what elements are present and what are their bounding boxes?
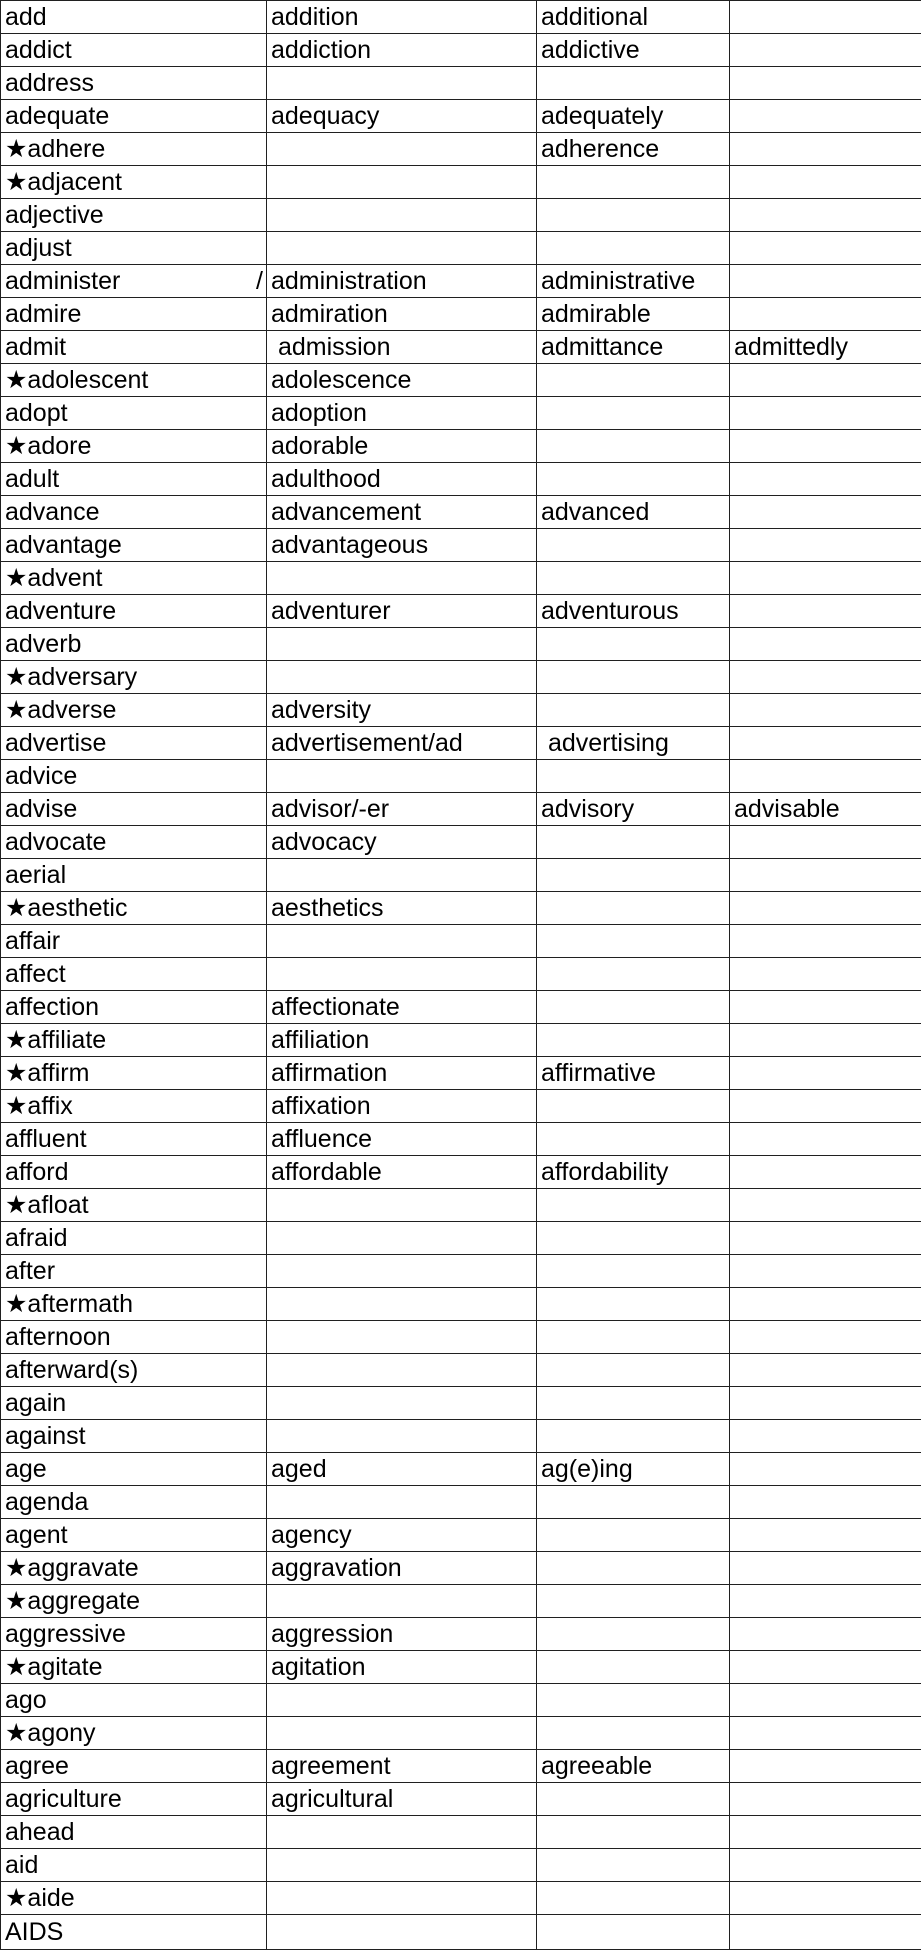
word-cell-col-2: advisor/-er (267, 793, 537, 826)
word-cell-col-3 (537, 1684, 730, 1717)
word-cell-col-3 (537, 1354, 730, 1387)
table-row (1, 1189, 921, 1222)
word-cell-col-3: ag(e)ing (537, 1453, 730, 1486)
word-cell-col-3: additional (537, 1, 730, 34)
word-cell-col-2: administration (267, 265, 537, 298)
word-cell-col-3 (537, 199, 730, 232)
table-row (1, 562, 921, 595)
word-cell-col-3: affordability (537, 1156, 730, 1189)
word-cell-col-2 (267, 760, 537, 793)
word-cell-col-3 (537, 1849, 730, 1882)
word-cell-col-4: advisable (730, 793, 921, 826)
word-cell-col-4 (730, 859, 921, 892)
word-cell-col-4 (730, 34, 921, 67)
word-cell-col-2 (267, 199, 537, 232)
word-cell-col-1: adult (1, 463, 267, 496)
word-cell-col-2: affiliation (267, 1024, 537, 1057)
word-cell-col-2 (267, 232, 537, 265)
word-cell-col-1: address (1, 67, 267, 100)
table-row (1, 1849, 921, 1882)
word-cell-col-3 (537, 397, 730, 430)
word-cell-col-1: affluent (1, 1123, 267, 1156)
word-cell-col-3 (537, 1915, 730, 1950)
word-cell-col-4 (730, 1453, 921, 1486)
table-row (1, 298, 921, 331)
word-cell-col-3 (537, 1882, 730, 1915)
word-cell-col-3: affirmative (537, 1057, 730, 1090)
word-cell-col-4 (730, 1057, 921, 1090)
table-row (1, 1321, 921, 1354)
word-cell-col-4 (730, 529, 921, 562)
table-row (1, 1618, 921, 1651)
word-cell-col-4 (730, 1486, 921, 1519)
word-cell-col-3 (537, 628, 730, 661)
word-cell-col-4 (730, 1288, 921, 1321)
word-cell-col-1: ★aftermath (1, 1288, 267, 1321)
word-cell-col-4 (730, 1387, 921, 1420)
word-cell-col-3: adventurous (537, 595, 730, 628)
word-cell-col-1: ★adolescent (1, 364, 267, 397)
word-cell-col-3: addictive (537, 34, 730, 67)
word-cell-col-4 (730, 1882, 921, 1915)
word-cell-col-3 (537, 1420, 730, 1453)
word-cell-col-4 (730, 661, 921, 694)
word-cell-col-2 (267, 166, 537, 199)
word-cell-col-3 (537, 562, 730, 595)
word-cell-col-3 (537, 991, 730, 1024)
word-cell-col-2: affluence (267, 1123, 537, 1156)
table-row (1, 892, 921, 925)
word-cell-col-1: agenda (1, 1486, 267, 1519)
word-cell-col-4 (730, 430, 921, 463)
word-cell-col-2 (267, 1882, 537, 1915)
word-cell-col-4 (730, 232, 921, 265)
word-cell-col-3 (537, 430, 730, 463)
word-cell-col-4 (730, 694, 921, 727)
table-row (1, 1915, 921, 1950)
word-cell-col-3 (537, 1552, 730, 1585)
word-cell-col-1: advise (1, 793, 267, 826)
word-cell-col-3: administrative (537, 265, 730, 298)
table-row (1, 1354, 921, 1387)
word-cell-col-4 (730, 1189, 921, 1222)
table-row (1, 397, 921, 430)
word-cell-col-1: against (1, 1420, 267, 1453)
word-cell-col-1: agent (1, 1519, 267, 1552)
word-cell-col-3 (537, 364, 730, 397)
word-cell-col-3 (537, 1486, 730, 1519)
word-cell-col-2 (267, 1321, 537, 1354)
word-cell-col-2 (267, 67, 537, 100)
word-cell-col-2: affordable (267, 1156, 537, 1189)
word-cell-col-2: advantageous (267, 529, 537, 562)
word-cell-col-1: ★aide (1, 1882, 267, 1915)
word-cell-col-3 (537, 1816, 730, 1849)
word-cell-col-2 (267, 133, 537, 166)
word-cell-col-4 (730, 1717, 921, 1750)
word-cell-col-3: admittance (537, 331, 730, 364)
word-cell-col-2 (267, 1486, 537, 1519)
word-cell-col-1: admit (1, 331, 267, 364)
word-cell-col-2 (267, 1816, 537, 1849)
word-cell-col-2: aggravation (267, 1552, 537, 1585)
table-row (1, 100, 921, 133)
word-cell-col-3: advertising (537, 727, 730, 760)
word-cell-col-2: admission (267, 331, 537, 364)
word-cell-col-3 (537, 925, 730, 958)
table-row (1, 1816, 921, 1849)
word-cell-col-2: adorable (267, 430, 537, 463)
word-cell-col-4 (730, 496, 921, 529)
word-cell-col-2 (267, 859, 537, 892)
word-cell-col-4 (730, 1123, 921, 1156)
table-row (1, 1420, 921, 1453)
slash-mark: / (256, 265, 263, 297)
word-cell-col-3 (537, 826, 730, 859)
word-cell-col-4 (730, 562, 921, 595)
word-cell-col-3 (537, 1783, 730, 1816)
word-cell-col-4 (730, 958, 921, 991)
word-cell-col-1: affect (1, 958, 267, 991)
word-cell-col-1: advocate (1, 826, 267, 859)
word-cell-col-3 (537, 1024, 730, 1057)
table-row (1, 1, 921, 34)
word-cell-col-1: agree (1, 1750, 267, 1783)
table-row (1, 232, 921, 265)
table-row (1, 826, 921, 859)
table-row (1, 1717, 921, 1750)
word-cell-col-1: ★agitate (1, 1651, 267, 1684)
word-cell-col-2: agricultural (267, 1783, 537, 1816)
word-cell-col-3 (537, 694, 730, 727)
word-cell-col-3 (537, 661, 730, 694)
word-cell-col-4 (730, 298, 921, 331)
word-cell-col-4 (730, 463, 921, 496)
word-cell-col-3 (537, 232, 730, 265)
word-cell-col-2: admiration (267, 298, 537, 331)
word-cell-col-1: ★adjacent (1, 166, 267, 199)
table-row (1, 265, 921, 298)
word-cell-col-2: adversity (267, 694, 537, 727)
word-cell-col-2: adolescence (267, 364, 537, 397)
word-cell-col-4 (730, 1684, 921, 1717)
table-row (1, 661, 921, 694)
word-cell-col-1: ★affirm (1, 1057, 267, 1090)
table-row (1, 1453, 921, 1486)
word-cell-col-1: ★afloat (1, 1189, 267, 1222)
word-cell-col-2 (267, 1189, 537, 1222)
word-cell-col-3 (537, 166, 730, 199)
word-cell-col-1: ★adore (1, 430, 267, 463)
table-row (1, 760, 921, 793)
word-cell-col-1: ★adverse (1, 694, 267, 727)
word-cell-col-3 (537, 1585, 730, 1618)
word-cell-col-1: ★advent (1, 562, 267, 595)
table-row (1, 34, 921, 67)
word-cell-col-2: addition (267, 1, 537, 34)
table-row (1, 463, 921, 496)
word-cell-col-3 (537, 859, 730, 892)
table-row (1, 1024, 921, 1057)
table-row (1, 1057, 921, 1090)
word-cell-col-2 (267, 925, 537, 958)
word-cell-col-4 (730, 1585, 921, 1618)
word-cell-col-2: affixation (267, 1090, 537, 1123)
table-row (1, 1123, 921, 1156)
word-cell-col-4 (730, 925, 921, 958)
word-cell-col-4 (730, 364, 921, 397)
word-cell-col-2 (267, 562, 537, 595)
word-cell-col-3 (537, 1123, 730, 1156)
word-cell-col-1: afterward(s) (1, 1354, 267, 1387)
word-cell-col-3 (537, 1189, 730, 1222)
word-cell-col-4 (730, 1552, 921, 1585)
table-row (1, 1519, 921, 1552)
word-cell-col-3 (537, 958, 730, 991)
word-cell-col-2: advocacy (267, 826, 537, 859)
table-row (1, 628, 921, 661)
word-cell-col-2: agitation (267, 1651, 537, 1684)
table-row (1, 1552, 921, 1585)
table-row (1, 67, 921, 100)
word-cell-col-4 (730, 166, 921, 199)
table-row (1, 1882, 921, 1915)
word-cell-col-2 (267, 1684, 537, 1717)
word-cell-col-2 (267, 1915, 537, 1950)
word-cell-col-4 (730, 1519, 921, 1552)
word-cell-col-4 (730, 628, 921, 661)
word-cell-col-1: aid (1, 1849, 267, 1882)
word-cell-col-3 (537, 760, 730, 793)
word-cell-col-1: ★affiliate (1, 1024, 267, 1057)
word-cell-col-4 (730, 826, 921, 859)
word-cell-col-1: adventure (1, 595, 267, 628)
word-cell-col-1: advantage (1, 529, 267, 562)
word-cell-col-4 (730, 67, 921, 100)
table-row (1, 793, 921, 826)
word-cell-col-3: advanced (537, 496, 730, 529)
word-cell-col-1: afternoon (1, 1321, 267, 1354)
word-cell-col-3 (537, 1651, 730, 1684)
word-cell-col-4 (730, 1, 921, 34)
word-cell-col-2: affirmation (267, 1057, 537, 1090)
word-cell-col-4 (730, 1783, 921, 1816)
word-cell-col-1: ★agony (1, 1717, 267, 1750)
word-cell-col-1: add (1, 1, 267, 34)
table-row (1, 991, 921, 1024)
word-cell-col-3 (537, 1618, 730, 1651)
word-cell-col-3 (537, 1519, 730, 1552)
word-cell-col-4 (730, 1651, 921, 1684)
word-cell-col-3 (537, 1288, 730, 1321)
table-row (1, 1156, 921, 1189)
word-cell-col-1: affection (1, 991, 267, 1024)
word-cell-col-2: aesthetics (267, 892, 537, 925)
table-row (1, 1585, 921, 1618)
word-cell-col-2: aged (267, 1453, 537, 1486)
table-row (1, 1222, 921, 1255)
word-cell-col-4 (730, 1255, 921, 1288)
word-cell-col-1: admire (1, 298, 267, 331)
word-cell-col-3: advisory (537, 793, 730, 826)
word-cell-col-1: after (1, 1255, 267, 1288)
table-row (1, 595, 921, 628)
word-cell-col-1: AIDS (1, 1915, 267, 1950)
word-cell-col-1: ★aesthetic (1, 892, 267, 925)
word-cell-col-2: adventurer (267, 595, 537, 628)
table-row (1, 364, 921, 397)
table-row (1, 694, 921, 727)
table-row (1, 1651, 921, 1684)
table-row (1, 958, 921, 991)
word-cell-col-3 (537, 529, 730, 562)
word-cell-col-4 (730, 1816, 921, 1849)
word-cell-col-1: ★affix (1, 1090, 267, 1123)
word-cell-col-3 (537, 67, 730, 100)
table-row (1, 1750, 921, 1783)
word-cell-col-1: aerial (1, 859, 267, 892)
word-cell-col-1: ★aggravate (1, 1552, 267, 1585)
word-cell-col-1: again (1, 1387, 267, 1420)
word-cell-col-2: advancement (267, 496, 537, 529)
word-cell-col-4 (730, 991, 921, 1024)
table-row (1, 529, 921, 562)
word-cell-col-2: adulthood (267, 463, 537, 496)
word-cell-col-3: agreeable (537, 1750, 730, 1783)
word-cell-col-3: admirable (537, 298, 730, 331)
word-cell-col-2 (267, 958, 537, 991)
word-cell-col-4 (730, 760, 921, 793)
word-cell-col-2 (267, 1354, 537, 1387)
word-cell-col-1: administer / (1, 265, 267, 298)
word-cell-col-1: adequate (1, 100, 267, 133)
table-row (1, 430, 921, 463)
word-cell-col-4 (730, 727, 921, 760)
word-cell-col-4 (730, 1156, 921, 1189)
word-cell-col-1: adjust (1, 232, 267, 265)
table-row (1, 1288, 921, 1321)
word-cell-col-4 (730, 1915, 921, 1950)
word-cell-col-1: afford (1, 1156, 267, 1189)
word-cell-col-4 (730, 100, 921, 133)
word-cell-col-1: advertise (1, 727, 267, 760)
word-cell-col-2: advertisement/ad (267, 727, 537, 760)
word-cell-col-2 (267, 661, 537, 694)
table-row (1, 133, 921, 166)
word-cell-col-4 (730, 892, 921, 925)
word-cell-col-4 (730, 1750, 921, 1783)
word-cell-col-2 (267, 1585, 537, 1618)
word-cell-col-1: age (1, 1453, 267, 1486)
table-row (1, 1387, 921, 1420)
word-cell-col-4 (730, 1420, 921, 1453)
word-cell-col-2 (267, 1288, 537, 1321)
word-cell-col-2 (267, 1255, 537, 1288)
word-cell-col-1: adjective (1, 199, 267, 232)
word-cell-col-3 (537, 463, 730, 496)
word-table-body (1, 1, 921, 1950)
word-cell-col-1: adopt (1, 397, 267, 430)
word-cell-col-2 (267, 1849, 537, 1882)
word-cell-col-3: adherence (537, 133, 730, 166)
word-cell-col-2: affectionate (267, 991, 537, 1024)
word-cell-col-4 (730, 265, 921, 298)
table-row (1, 859, 921, 892)
word-cell-col-1: ahead (1, 1816, 267, 1849)
word-cell-col-2: aggression (267, 1618, 537, 1651)
word-cell-col-1: ★adversary (1, 661, 267, 694)
word-cell-col-3: adequately (537, 100, 730, 133)
word-cell-col-1: afraid (1, 1222, 267, 1255)
word-cell-col-4: admittedly (730, 331, 921, 364)
word-cell-col-1: addict (1, 34, 267, 67)
word-cell-col-4 (730, 1090, 921, 1123)
word-cell-col-4 (730, 1024, 921, 1057)
word-cell-col-2: addiction (267, 34, 537, 67)
word-cell-col-2 (267, 1420, 537, 1453)
word-cell-col-4 (730, 1354, 921, 1387)
word-cell-col-4 (730, 1321, 921, 1354)
word-cell-col-4 (730, 397, 921, 430)
word-cell-col-1: aggressive (1, 1618, 267, 1651)
table-row (1, 1486, 921, 1519)
word-cell-col-4 (730, 595, 921, 628)
word-cell-col-4 (730, 1849, 921, 1882)
word-cell-col-1: ★aggregate (1, 1585, 267, 1618)
word-cell-col-3 (537, 1717, 730, 1750)
table-row (1, 727, 921, 760)
word-cell-col-2: adoption (267, 397, 537, 430)
table-row (1, 1255, 921, 1288)
word-cell-col-2 (267, 628, 537, 661)
word-cell-col-1: affair (1, 925, 267, 958)
word-cell-col-2: agreement (267, 1750, 537, 1783)
word-cell-col-1: advance (1, 496, 267, 529)
word-cell-col-4 (730, 1222, 921, 1255)
word-cell-col-2 (267, 1717, 537, 1750)
table-row (1, 496, 921, 529)
word-cell-col-3 (537, 1255, 730, 1288)
table-row (1, 1684, 921, 1717)
word-cell-col-1: ★adhere (1, 133, 267, 166)
table-row (1, 1090, 921, 1123)
word-cell-col-1: agriculture (1, 1783, 267, 1816)
table-row (1, 331, 921, 364)
word-cell-col-2: agency (267, 1519, 537, 1552)
word-cell-col-4 (730, 133, 921, 166)
word-cell-col-3 (537, 1222, 730, 1255)
word-cell-col-2: adequacy (267, 100, 537, 133)
word-cell-col-1: adverb (1, 628, 267, 661)
table-row (1, 925, 921, 958)
word-cell-col-1: advice (1, 760, 267, 793)
word-cell-col-4 (730, 1618, 921, 1651)
table-row (1, 199, 921, 232)
word-cell-col-3 (537, 1387, 730, 1420)
word-cell-col-4 (730, 199, 921, 232)
table-row (1, 1783, 921, 1816)
word-cell-col-3 (537, 892, 730, 925)
word-cell-col-3 (537, 1321, 730, 1354)
word-cell-col-1: ago (1, 1684, 267, 1717)
word-cell-col-2 (267, 1387, 537, 1420)
word-cell-col-3 (537, 1090, 730, 1123)
word-cell-col-2 (267, 1222, 537, 1255)
table-row (1, 166, 921, 199)
